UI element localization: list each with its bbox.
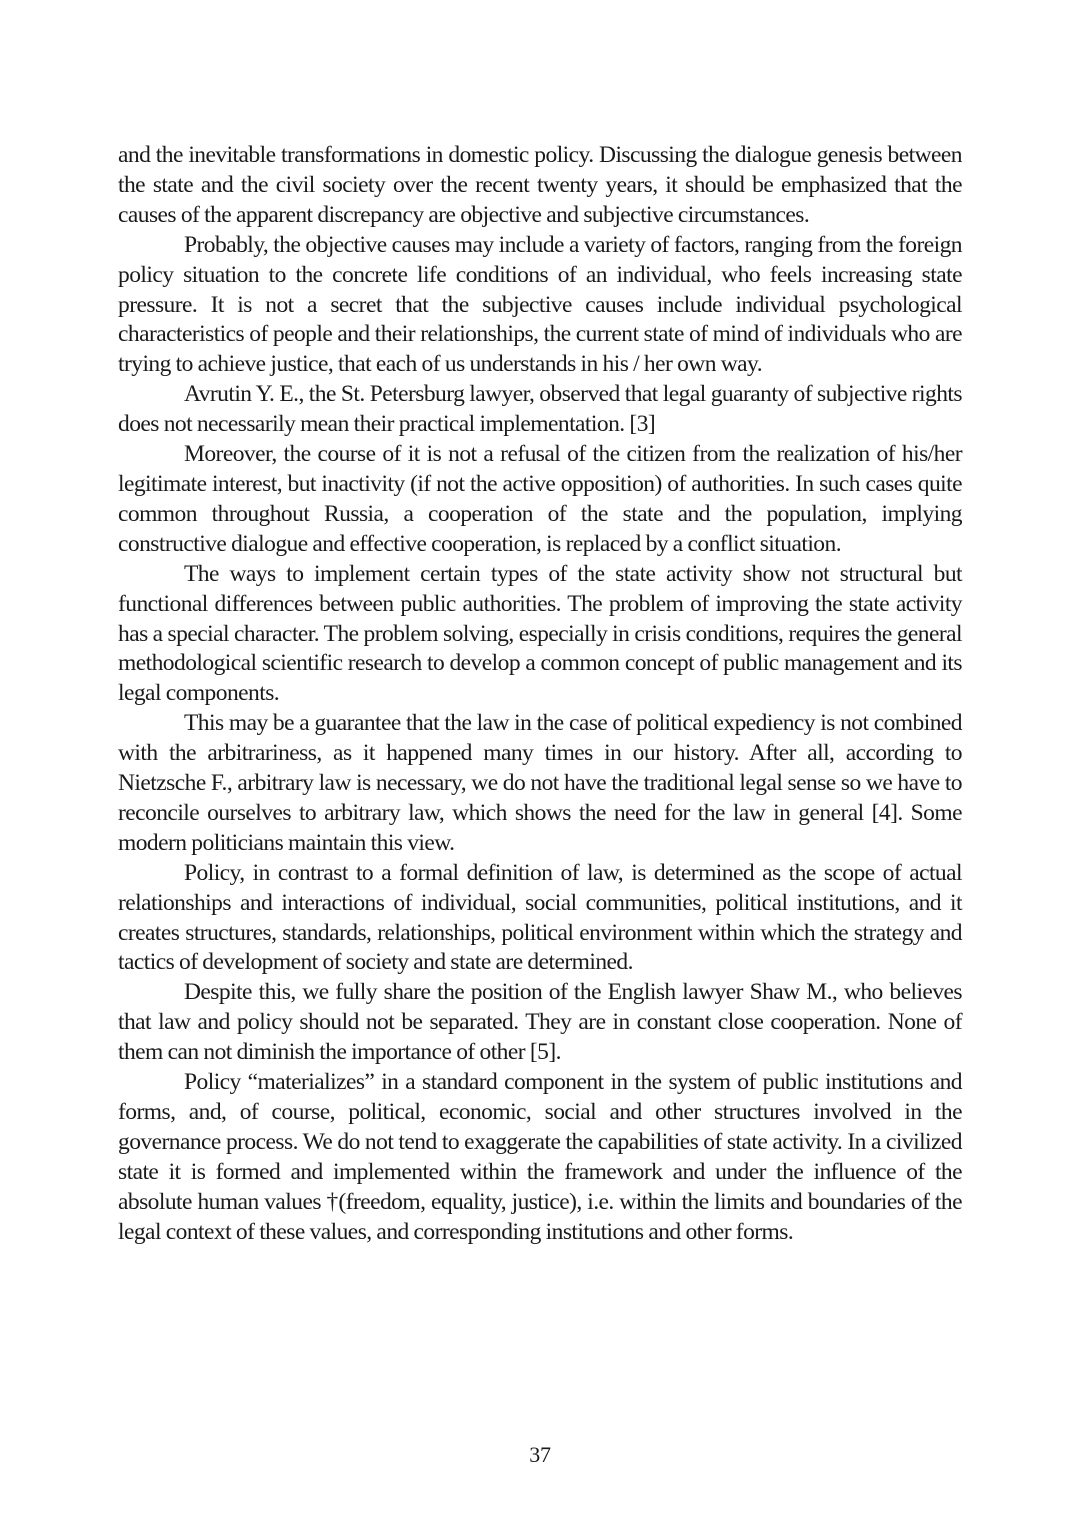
document-body: [118, 141, 962, 1248]
paragraph-state-activity: The ways to implement certain types of the state activity show not structural but functional differences between public authorities. The problem of improving the state activity has a special character. The problem solving, especially in crisis conditions, requires the general methodological scientific research to develop a common concept of public management and its legal components.: [118, 560, 962, 707]
paragraph-policy-definition: Policy, in contrast to a formal definition of law, is determined as the scope of actual relationships and interactions of individual, social communities, political institutions, and it creates structures, standards, relationships, political environment within which the strategy and tactics of development of society and state are determined.: [118, 859, 962, 976]
paragraph-policy-materializes: Policy “materializes” in a standard component in the system of public institutions and forms, and, of course, political, economic, social and other structures involved in the governance process. We do not tend to exaggerate the capabilities of state activity. In a civilized state it is formed and implemented within the framework and under the influence of the absolute human values †(freedom, equality, justice), i.e. within the limits and boundaries of the legal context of these values, and corresponding institutions and other forms.: [118, 1069, 962, 1245]
paragraph-moreover: Moreover, the course of it is not a refusal of the citizen from the realization of his/her legitimate interest, but inactivity (if not the active opposition) of authorities. In such cases quite common throughout Russia, a cooperation of the state and the population, implying constructive dialogue and effective cooperation, is replaced by a conflict situation.: [118, 441, 962, 557]
page-number: 37: [529, 1442, 551, 1467]
paragraph-guarantee: This may be a guarantee that the law in the case of political expediency is not combined with the arbitrariness, as it happened many times in our history. After all, according to Nietzsche F., arbitrary law is necessary, we do not have the traditional legal sense so we have to reconcile ourselves to arbitrary law, which shows the need for the law in general [4]. Some modern politicians maintain this view.: [118, 710, 962, 856]
paragraph-shaw: Despite this, we fully share the position of the English lawyer Shaw M., who believes that law and policy should not be separated. They are in constant close cooperation. None of them can not diminish the importance of other [5].: [118, 979, 962, 1066]
paragraph-objective-causes: Probably, the objective causes may include a variety of factors, ranging from the foreign policy situation to the concrete life conditions of an individual, who feels increasing state pressure. It is not a secret that the subjective causes include individual psychological characteristics of people and their relationships, the current state of mind of individuals who are trying to achieve justice, that each of us understands in his / her own way.: [118, 231, 962, 378]
paragraph-continuation: and the inevitable transformations in domestic policy. Discussing the dialogue genesis between the state and the civil society over the recent twenty years, it should be emphasized that the causes of the apparent discrepancy are objective and subjective circumstances.: [118, 142, 962, 228]
paragraph-avrutin: Avrutin Y. E., the St. Petersburg lawyer, observed that legal guaranty of subjective rights does not necessarily mean their practical implementation. [3]: [118, 381, 962, 438]
